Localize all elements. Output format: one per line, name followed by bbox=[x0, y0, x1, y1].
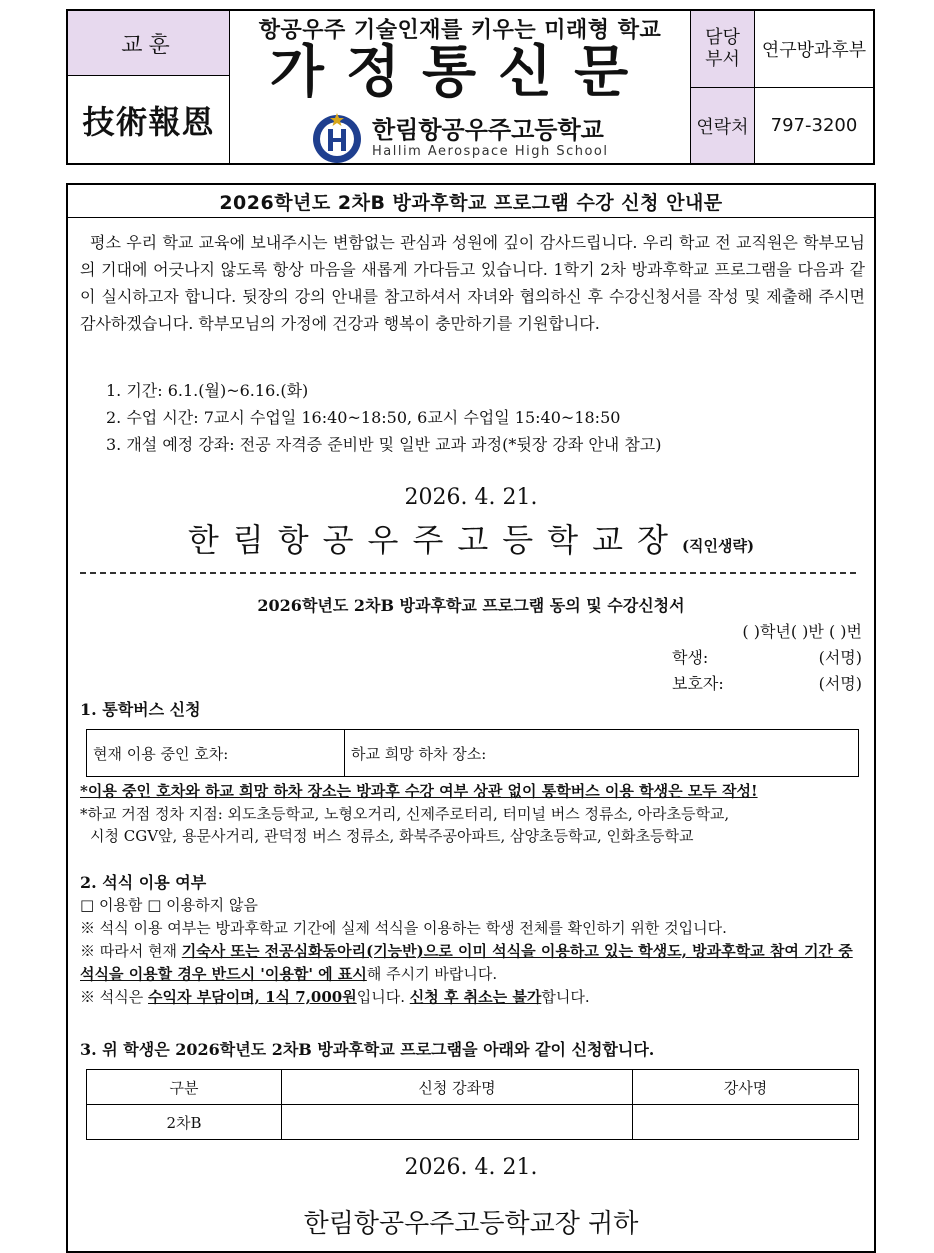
meal-note-2-prefix: ※ 따라서 현재 bbox=[80, 942, 182, 960]
apply-section-heading: 3. 위 학생은 2026학년도 2차B 방과후학교 프로그램을 아래와 같이 신청합니다. bbox=[80, 1040, 655, 1059]
meal-section-heading: 2. 석식 이용 여부 bbox=[80, 873, 207, 892]
bus-stops-note bbox=[80, 803, 870, 847]
category-header: 구분 bbox=[87, 1070, 282, 1105]
contact-label: 연락처 bbox=[691, 88, 755, 163]
notice-title: 2026학년도 2차B 방과후학교 프로그램 수강 신청 안내문 bbox=[68, 185, 874, 218]
student-label: 학생: bbox=[672, 648, 709, 667]
principal-name: 한림항공우주고등학교장 bbox=[187, 521, 682, 559]
table-row bbox=[87, 1070, 859, 1105]
department-label-line1: 담당 bbox=[705, 27, 740, 48]
meal-note-3-prefix: ※ 석식은 bbox=[80, 988, 149, 1006]
school-logo bbox=[308, 109, 609, 165]
seal-omitted-note: (직인생략) bbox=[681, 537, 755, 555]
info-list bbox=[106, 377, 661, 458]
guardian-sign-line bbox=[672, 671, 862, 694]
class-number-field[interactable]: ( )학년( )반 ( )번 bbox=[742, 622, 862, 641]
list-item: 3. 개설 예정 강좌: 전공 자격증 준비반 및 일반 교과 과정(*뒷장 강좌 안내 참고) bbox=[106, 435, 662, 454]
intro-paragraph bbox=[80, 229, 865, 337]
school-emblem-icon bbox=[308, 109, 366, 165]
notice-date: 2026. 4. 21. bbox=[404, 485, 538, 510]
guardian-label: 보호자: bbox=[672, 674, 724, 693]
meal-note-3-suffix: 합니다. bbox=[541, 988, 590, 1006]
teacher-name-field[interactable] bbox=[633, 1105, 859, 1140]
meal-option-not-use[interactable]: □ 이용하지 않음 bbox=[147, 896, 258, 914]
intro-text: 평소 우리 학교 교육에 보내주시는 변함없는 관심과 성원에 깊이 감사드립니다. 우리 학교 전 교직원은 학부모님의 기대에 어긋나지 않도록 항상 마음을 새롭게 가다듬고 있습니다. 1학기 2차 방과후학교 프로그램을 다음과 같이 실시하고자 합니다. 뒷장의 강의 안내를 참고하셔서 자녀와 협의하신 후 수강신청서를 작성 및 제출해 주시면 감사하겠습니다. 학부모님의 가정에 건강과 행복이 충만하기를 기원합니다. bbox=[80, 233, 865, 333]
form-addressee: 한림항공우주고등학교장 귀하 bbox=[303, 1209, 639, 1239]
notice-body bbox=[66, 183, 876, 1253]
cut-line-divider bbox=[80, 572, 856, 574]
dropoff-location-field[interactable]: 하교 희망 하차 장소: bbox=[351, 744, 487, 763]
principal-signature bbox=[68, 515, 874, 561]
school-name-korean: 한림항공우주고등학교 bbox=[372, 115, 604, 144]
info-column bbox=[691, 11, 873, 163]
newsletter-title: 가정통신문 bbox=[269, 39, 651, 105]
motto-calligraphy: 技術報恩 bbox=[82, 102, 215, 141]
form-title: 2026학년도 2차B 방과후학교 프로그램 동의 및 수강신청서 bbox=[257, 596, 685, 615]
meal-note-1: ※ 석식 이용 여부는 방과후학교 기간에 실제 석식을 이용하는 학생 전체를 확인하기 위한 것입니다. bbox=[80, 919, 727, 937]
student-sign-line bbox=[672, 645, 862, 668]
school-name-english: Hallim Aerospace High School bbox=[372, 143, 609, 159]
school-name-block bbox=[372, 116, 609, 159]
meal-cost-emphasis: 수익자 부담이며, 1식 7,000원 bbox=[148, 988, 357, 1006]
title-column bbox=[230, 11, 691, 163]
list-item: 1. 기간: 6.1.(월)~6.16.(화) bbox=[106, 381, 309, 400]
school-slogan: 항공우주 기술인재를 키우는 미래형 학교 bbox=[258, 18, 662, 43]
department-label bbox=[691, 11, 755, 88]
meal-section bbox=[80, 871, 870, 1009]
form-date: 2026. 4. 21. bbox=[404, 1155, 538, 1180]
meal-option-use[interactable]: □ 이용함 bbox=[80, 896, 143, 914]
no-cancel-emphasis: 신청 후 취소는 불가 bbox=[409, 988, 542, 1006]
meal-note-3-middle: 입니다. bbox=[356, 988, 410, 1006]
apply-table bbox=[86, 1069, 859, 1140]
teacher-header: 강사명 bbox=[633, 1070, 859, 1105]
student-sign-field[interactable]: (서명) bbox=[818, 648, 862, 667]
meal-note-2-emphasis: 기숙사 또는 전공심화동아리(기능반)으로 이미 석식을 이용하고 있는 학생도, 방과후학교 참여 기간 중 석식을 이용할 경우 반드시 '이용함' 에 표시 bbox=[80, 942, 853, 983]
department-value: 연구방과후부 bbox=[755, 11, 873, 88]
current-bus-field[interactable]: 현재 이용 중인 호차: bbox=[87, 730, 345, 776]
course-name-field[interactable] bbox=[282, 1105, 633, 1140]
list-item: 2. 수업 시간: 7교시 수업일 16:40~18:50, 6교시 수업일 15:40~18:50 bbox=[106, 408, 621, 427]
category-cell: 2차B bbox=[87, 1105, 282, 1140]
newsletter-header bbox=[66, 9, 875, 165]
bus-stops-line1: *하교 거점 정차 지점: 외도초등학교, 노형오거리, 신제주로터리, 터미널 버스 정류소, 아라초등학교, bbox=[80, 805, 730, 823]
meal-note-3 bbox=[80, 986, 870, 1009]
course-header: 신청 강좌명 bbox=[282, 1070, 633, 1105]
meal-note-2-suffix: 해 주시기 바랍니다. bbox=[366, 965, 498, 983]
meal-options bbox=[80, 894, 870, 917]
department-label-line2: 부서 bbox=[705, 49, 740, 70]
meal-note-2 bbox=[80, 940, 870, 986]
motto-column bbox=[68, 11, 230, 163]
motto-label: 교훈 bbox=[68, 11, 229, 76]
bus-required-note: *이용 중인 호차와 하교 희망 하차 장소는 방과후 수강 여부 상관 없이 통학버스 이용 학생은 모두 작성! bbox=[80, 782, 758, 800]
contact-value: 797-3200 bbox=[770, 115, 858, 136]
guardian-sign-field[interactable]: (서명) bbox=[818, 674, 862, 693]
table-row bbox=[87, 1105, 859, 1140]
bus-stops-line2: 시청 CGV앞, 용문사거리, 관덕정 버스 정류소, 화북주공아파트, 삼양초등학교, 인화초등학교 bbox=[90, 827, 694, 845]
bus-table bbox=[86, 729, 859, 777]
bus-section-heading: 1. 통학버스 신청 bbox=[80, 700, 201, 719]
